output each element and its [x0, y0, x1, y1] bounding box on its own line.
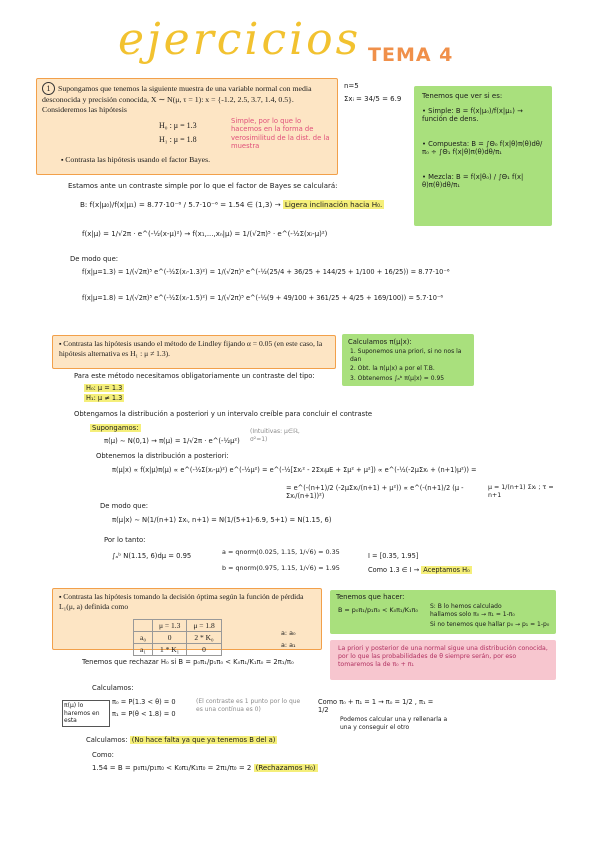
final-conclusion: (Rechazamos H₀)	[255, 764, 316, 772]
bayes-type-compound: • Compuesta: B = ∫Θ₀ f(x|θ)π(θ)dθ/π₀ ÷ ∫Θ₁ f(x|θ)π(θ)dθ/π₁	[422, 139, 543, 157]
loss-table-cell: 2 * K₀	[187, 632, 221, 644]
hypothesis-h1: H₁ : μ = 1.8	[159, 135, 197, 144]
bayes-factor-result: B: f(x|μ₀)/f(x|μ₁) = 8.77·10⁻⁶ / 5.7·10⁻⁶ = 1.54 ∈ (1,3) →	[80, 200, 281, 209]
prior-formula: π(μ) ∼ N(0,1) → π(μ) = 1/√2π · e^(-½μ²)	[104, 437, 240, 445]
bound-a: a = qnorm(0.025, 1.15, 1/√6) = 0.35	[222, 548, 340, 556]
topic-label: TEMA 4	[368, 44, 454, 66]
sample-mean: Σxᵢ = 34/5 = 6.9	[344, 95, 402, 103]
posterior-derivation-1: π(μ|x) ∝ f(x|μ)π(μ) ∝ e^(-½Σ(xᵢ-μ)²) e^(-½μ²) = e^(-½[Σxᵢ² - 2ΣxᵢμE + Σμ² + μ²]) ∝ e^(-½(-2μΣxᵢ + (n+1)μ²)) =	[112, 466, 477, 474]
credible-integral: ∫ₐᵇ N(1.15, 6)dμ = 0.95	[112, 552, 192, 560]
posterior-derivation-2: = e^(-(n+1)/2 (-2μΣxᵢ/(n+1) + μ²)) ∝ e^(-(n+1)/2 (μ - Σxᵢ/(n+1))²)	[286, 484, 464, 501]
simple-note: Simple, por lo que lo hacemos en la forma de verosimilitud de la dist. de la muestra	[231, 117, 330, 151]
exercise-2-task: ▪ Contrasta las hipótesis usando el método de Lindley fijando α = 0.05 (en este caso, la hipótesis alternativa es H₁ : μ ≠ 1.3).	[53, 336, 335, 362]
simple-contrast-line: Estamos ante un contraste simple por lo que el factor de Bayes se calculará:	[68, 182, 338, 190]
likelihood-mu-1.3: f(x|μ=1.3) = 1/(√2π)⁵ e^(-½Σ(xᵢ-1.3)²) = 1/(√2π)⁵ e^(-½(25/4 + 36/25 + 144/25 + 1/100 + 16/25)) = 8.77·10⁻⁶	[82, 268, 450, 276]
loss-table-header	[134, 620, 153, 632]
bayes-type-mixed: • Mezcla: B = f(x|θ₀) / ∫Θ₁ f(x|θ)π(θ)dθ/π₁	[422, 172, 524, 190]
podemos-calcular-note: Podemos calcular una y rellenarla a una y conseguir el otro	[340, 716, 448, 731]
exercise-1-task: ▪ Contrasta las hipótesis usando el factor Bayes.	[61, 155, 210, 164]
loss-table-cell: 0	[152, 632, 186, 644]
hypothesis-h0: H₀ : μ = 1.3	[159, 121, 197, 130]
por-lo-tanto: Por lo tanto:	[104, 536, 146, 544]
calculamos-1: Calculamos:	[92, 684, 134, 692]
normal-note-text: La priori y posterior de una normal sigue una distribución conocida, por lo que las probabilidades de θ siempre serán, por eso tomaremos la de π₀ + π₁	[338, 645, 548, 668]
bayes-types-box	[414, 86, 552, 226]
posterior-step-3: 3. Obtenemos ∫ₐᵇ π(μ|x) = 0.95	[350, 374, 445, 382]
lindley-h1: H₁: μ ≠ 1.3	[86, 394, 123, 402]
calculamos-2: Calculamos:	[86, 736, 128, 744]
posterior-step-1: 1. Suponemos una priori, si no nos la dan	[350, 348, 462, 363]
de-modo-que-2: De modo que:	[100, 502, 149, 510]
posterior-intro: Obtenemos la distribución a posteriori:	[96, 452, 229, 460]
decision-rule-note-3: Si no tenemos que hallar p₀ → p₁ = 1-p₀	[430, 621, 550, 628]
decision-rule-formula: B = p₀π₁/p₁π₀ < K₀π₁/K₁π₀	[338, 606, 418, 614]
exercise-3-task: ▪ Contrasta las hipótesis tomando la decisión óptima según la función de pérdida L₁(μ, a) definida como	[53, 589, 321, 615]
action-a0: a: a₀	[281, 629, 296, 637]
loss-table-cell: 0	[187, 644, 221, 656]
posterior-step-2: 2. Obt. la π(μ|x) a por el T.B.	[350, 365, 435, 373]
exercise-1-intro: Supongamos que tenemos la siguiente muestra de una variable normal con media desconocida y precisión conocida, X ∼ N(μ, τ = 1): x = {-1.2, 2.5, 3.7, 1.4, 0.5}. Consideremos las hipótesis	[42, 84, 312, 115]
likelihood-mu-1.8: f(x|μ=1.8) = 1/(√2π)⁵ e^(-½Σ(xᵢ-1.5)²) = 1/(√2π)⁵ e^(-½(9 + 49/100 + 361/25 + 4/25 + 169/100)) = 5.7·10⁻⁶	[82, 294, 444, 302]
pi1-equation: π₁ = P(θ < 1.8) = 0	[112, 710, 176, 718]
credible-interval: I = [0.35, 1.95]	[368, 552, 419, 560]
exercise-3-box	[52, 588, 322, 654]
como-label: Como:	[92, 751, 114, 759]
reject-rule: Tenemos que rechazar H₀ si B = p₀π₁/p₁π₀ < K₀π₁/K₁π₀ = 2π₁/π₀	[82, 658, 294, 666]
bayes-types-title: Tenemos que ver si es:	[422, 92, 503, 100]
de-modo-que-1: De modo que:	[70, 255, 119, 263]
loss-table-header: μ = 1.8	[187, 620, 221, 632]
normal-note-box	[330, 640, 556, 680]
number-1-badge: 1	[42, 82, 55, 95]
posterior-result: π(μ|x) ∼ N(1/(n+1) Σxᵢ, n+1) = N(1/(5+1)·6.9, 5+1) = N(1.15, 6)	[112, 516, 332, 524]
loss-table-cell: a₁	[134, 644, 153, 656]
exercise-1-box	[36, 78, 338, 175]
conclusion-accept: Aceptamos H₀	[423, 566, 470, 574]
final-inequality: 1.54 = B = p₀π₁/p₁π₀ < K₀π₁/K₁π₀ = 2π₁/π₀ = 2	[92, 764, 252, 772]
bayes-type-simple: • Simple: B = f(x|μ₀)/f(x|μ₁) → función de dens.	[422, 106, 523, 124]
decision-rule-note-2: hallamos solo π₀ → π₁ = 1-π₀	[430, 611, 515, 618]
action-a1: a: a₁	[281, 641, 296, 649]
loss-table-cell: 1 * K₁	[152, 644, 186, 656]
pi0-equation: π₀ = P(1.3 < θ) = 0	[112, 698, 176, 706]
decision-rule-box	[330, 590, 556, 634]
supongamos-label: Supongamos:	[92, 424, 139, 432]
conclusion-prefix: Como 1.3 ∈ I →	[368, 566, 420, 574]
decision-rule-note-1: S: B lo hemos calculado	[430, 603, 502, 610]
likelihood-formula: f(x|μ) = 1/√2π · e^(-½(x-μ)²) → f(x₁,...,xₙ|μ) = 1/(√2π)⁵ · e^(-½Σ(xᵢ-μ)²)	[82, 230, 328, 238]
loss-table	[133, 619, 222, 656]
bound-b: b = qnorm(0.975, 1.15, 1/√6) = 1.95	[222, 564, 340, 572]
prior-box-note: π(μ) lo haremos en esta	[62, 700, 110, 727]
page-title: ejercicios	[118, 14, 362, 65]
prior-note: (Intuitivas: μ∈ℝ, σ²=1)	[250, 428, 300, 443]
posterior-steps-title: Calculamos π(μ|x):	[348, 338, 412, 346]
loss-table-header: μ = 1.3	[152, 620, 186, 632]
pi-sum: Como π₀ + π₁ = 1 → π₀ = 1/2 , π₁ = 1/2	[318, 698, 434, 715]
decision-rule-title: Tenemos que hacer:	[336, 593, 405, 601]
lindley-h0: H₀: μ = 1.3	[86, 384, 123, 392]
no-need-note: (No hace falta ya que ya tenemos B del a)	[131, 736, 276, 744]
sample-size: n=5	[344, 82, 359, 90]
posterior-goal: Obtengamos la distribución a posteriori y un intervalo creíble para concluir el contraste	[74, 410, 373, 418]
exercise-2-box	[52, 335, 336, 369]
point-contrast-note: (El contraste es 1 punto por lo que es una contínua es 0)	[196, 698, 301, 713]
lindley-requirement: Para este método necesitamos obligatoriamente un contraste del tipo:	[74, 372, 315, 380]
posterior-steps-box	[342, 334, 474, 386]
posterior-params: μ = 1/(n+1) Σxᵢ ; τ = n+1	[488, 484, 554, 499]
bayes-factor-conclusion: Ligera inclinación hacia H₀.	[284, 200, 383, 209]
loss-table-cell: a₀	[134, 632, 153, 644]
